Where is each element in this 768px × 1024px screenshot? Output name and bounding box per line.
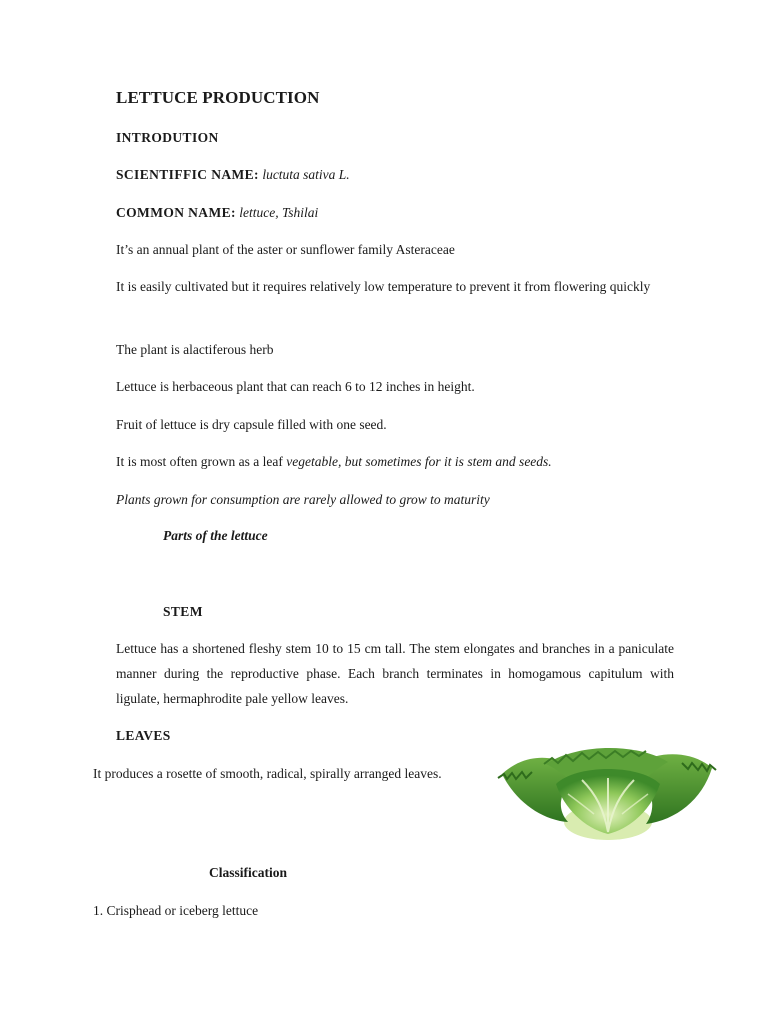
leaves-paragraph: It produces a rosette of smooth, radical, spirally arranged leaves. [93, 766, 442, 781]
scientific-name-value: luctuta sativa L. [262, 167, 350, 182]
paragraph-cultivation: It is easily cultivated but it requires relatively low temperature to prevent it from flowering quickly [116, 279, 651, 294]
paragraph-grown-as-italic: vegetable, but sometimes for it is stem and seeds. [286, 454, 552, 469]
common-name-label: COMMON NAME: [116, 205, 236, 220]
scientific-name-line [116, 162, 674, 187]
paragraph-grown-as [116, 449, 674, 474]
parts-heading: Parts of the lettuce [163, 528, 268, 543]
paragraph-fruit: Fruit of lettuce is dry capsule filled with one seed. [116, 417, 387, 432]
common-name-line [116, 200, 674, 225]
paragraph-height: Lettuce is herbaceous plant that can reach 6 to 12 inches in height. [116, 379, 475, 394]
stem-paragraph: Lettuce has a shortened fleshy stem 10 to 15 cm tall. The stem elongates and branches in a paniculate manner during the reproductive phase. Each branch terminates in homogamous capitulum with ligulate, hermaphrodite pale yellow leaves. [116, 641, 674, 706]
lettuce-image [496, 744, 718, 844]
paragraph-maturity: Plants grown for consumption are rarely allowed to grow to maturity [116, 492, 490, 507]
stem-heading: STEM [163, 604, 203, 619]
paragraph-family: It’s an annual plant of the aster or sunflower family Asteraceae [116, 242, 455, 257]
classification-heading: Classification [209, 865, 288, 880]
paragraph-grown-as-normal: It is most often grown as a leaf [116, 454, 287, 469]
scientific-name-label: SCIENTIFFIC NAME: [116, 167, 259, 182]
common-name-value: lettuce, Tshilai [239, 205, 319, 220]
classification-item-1: 1. Crisphead or iceberg lettuce [93, 903, 259, 918]
leaves-heading: LEAVES [116, 728, 171, 743]
intro-heading: INTRODUTION [116, 130, 219, 145]
paragraph-herb: The plant is alactiferous herb [116, 342, 274, 357]
document-title: LETTUCE PRODUCTION [116, 88, 320, 107]
